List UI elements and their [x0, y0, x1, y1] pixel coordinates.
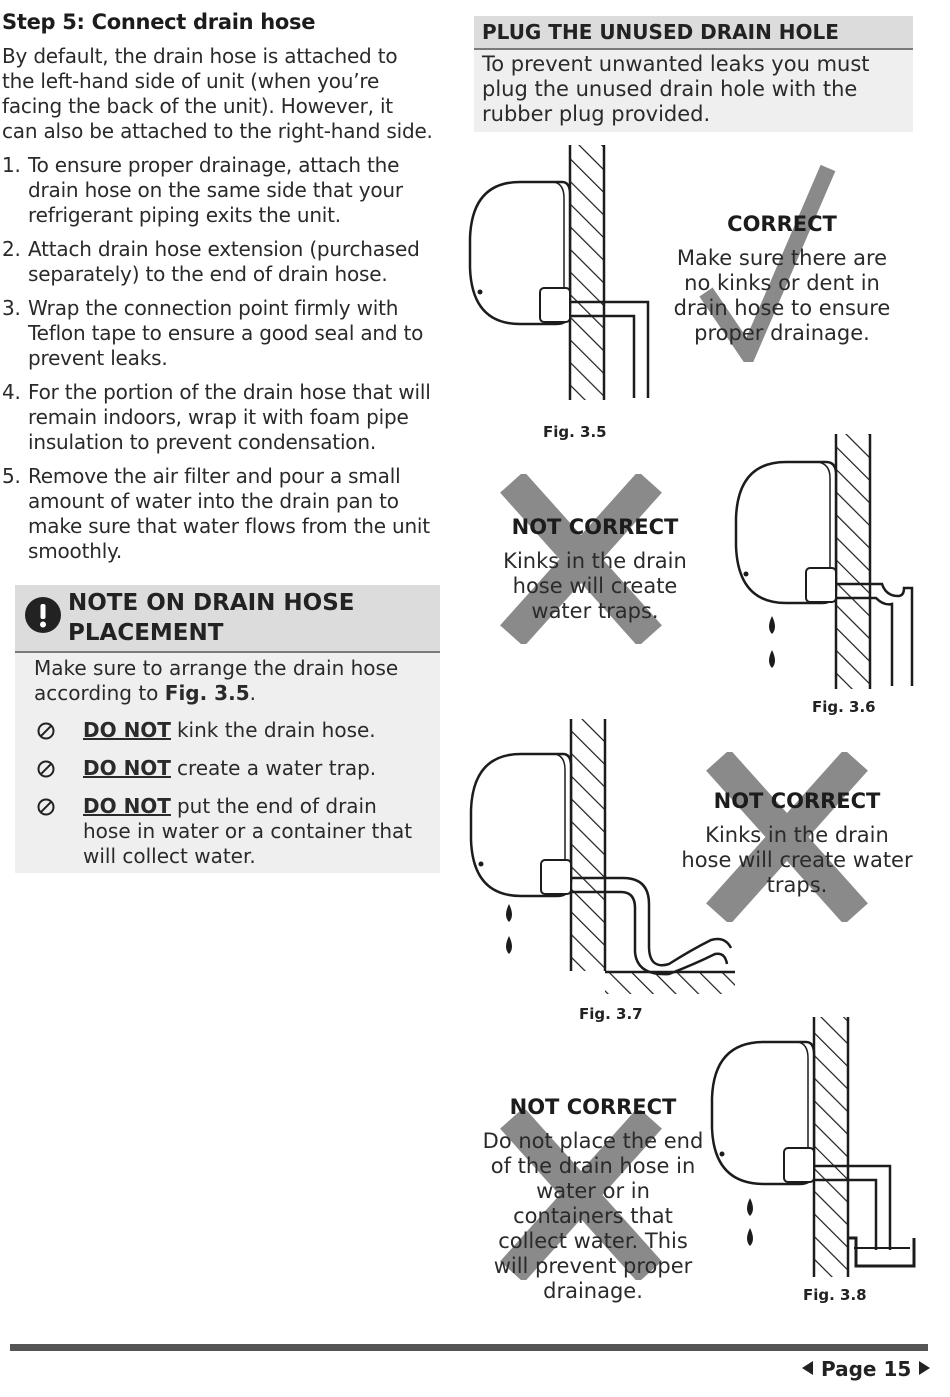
list-item	[2, 153, 442, 228]
do-not-label: DO NOT	[83, 756, 171, 780]
step-number: 4.	[2, 380, 21, 404]
do-not-label: DO NOT	[83, 794, 171, 818]
floor	[605, 972, 735, 994]
footer-divider	[10, 1344, 928, 1351]
verdict-text: Kinks in the drain hose will create water traps.	[503, 549, 687, 623]
fig-label: Fig. 3.5	[543, 423, 607, 441]
water-drop-icon	[769, 650, 775, 668]
fig-3-6-caption	[480, 515, 710, 624]
verdict-not-correct: NOT CORRECT	[511, 515, 679, 539]
verdict-not-correct: NOT CORRECT	[713, 789, 881, 813]
verdict-text: Do not place the end of the drain hose in water or in containers that collect water. This will prevent proper drainage.	[482, 1129, 704, 1303]
note-header	[15, 585, 440, 653]
list-item	[2, 237, 442, 287]
do-not-label: DO NOT	[83, 718, 171, 742]
wall	[570, 145, 604, 400]
plug-box	[474, 16, 913, 132]
note-body-end: .	[249, 681, 256, 705]
previous-page-icon[interactable]	[802, 1361, 813, 1375]
dont-text	[83, 718, 428, 743]
dont-text	[83, 794, 428, 869]
fig-3-5-caption	[664, 212, 900, 346]
step-number: 2.	[2, 237, 21, 261]
water-container	[848, 1238, 914, 1266]
dont-description: create a water trap.	[176, 756, 377, 780]
indoor-unit	[712, 1042, 814, 1184]
plug-title: PLUG THE UNUSED DRAIN HOLE	[482, 20, 839, 44]
step-text: Wrap the connection point firmly with Teflon tape to ensure a good seal and to prevent leaks.	[28, 296, 424, 370]
list-item	[2, 464, 442, 564]
water-drop-icon	[506, 936, 512, 954]
step-text: Attach drain hose extension (purchased separately) to the end of drain hose.	[28, 237, 420, 286]
plug-body: To prevent unwanted leaks you must plug the unused drain hole with the rubber plug provided.	[482, 52, 870, 126]
indoor-unit	[736, 462, 836, 603]
exclamation-icon	[25, 597, 61, 633]
dont-text	[83, 756, 428, 781]
fig-label: Fig. 3.7	[579, 1005, 643, 1023]
verdict-text: Kinks in the drain hose will create water traps.	[681, 823, 913, 897]
water-drop-icon	[747, 1198, 753, 1216]
prohibited-icon	[37, 760, 55, 778]
verdict-not-correct: NOT CORRECT	[509, 1095, 677, 1119]
step-text: For the portion of the drain hose that will remain indoors, wrap it with foam pipe insulation to prevent condensation.	[28, 380, 431, 454]
step-number: 1.	[2, 153, 21, 177]
steps-list	[2, 153, 442, 573]
plug-header	[474, 16, 913, 50]
list-item	[2, 296, 442, 371]
fig-3-8-illustration	[702, 1012, 924, 1282]
page-indicator	[802, 1357, 930, 1381]
fig-3-6-illustration	[726, 428, 926, 694]
note-title: NOTE ON DRAIN HOSE PLACEMENT	[68, 590, 355, 646]
step-text: Remove the air filter and pour a small amount of water into the drain pan to make sure that water flows from the unit smoothly.	[28, 464, 430, 563]
wall	[571, 719, 605, 971]
next-page-icon[interactable]	[919, 1361, 930, 1375]
fig-label: Fig. 3.8	[803, 1286, 867, 1304]
fig-3-5-illustration	[460, 140, 660, 410]
dont-description: put the end of drain hose in water or a container that will collect water.	[83, 794, 413, 868]
verdict-text: Make sure there are no kinks or dent in drain hose to ensure proper drainage.	[673, 246, 891, 345]
indoor-unit	[471, 754, 571, 896]
note-figure-reference: Fig. 3.5	[164, 681, 250, 705]
fig-3-8-caption	[482, 1095, 704, 1304]
indoor-unit	[470, 182, 570, 324]
step-number: 5.	[2, 464, 21, 488]
note-box	[15, 585, 440, 873]
prohibited-icon	[37, 722, 55, 740]
step-title: Step 5: Connect drain hose	[2, 10, 316, 34]
list-item	[2, 380, 442, 455]
step-text: To ensure proper drainage, attach the drain hose on the same side that your refrigerant piping exits the unit.	[28, 153, 403, 227]
water-drop-icon	[769, 616, 775, 634]
water-drop-icon	[747, 1228, 753, 1246]
note-body	[34, 656, 424, 706]
wall	[836, 434, 870, 689]
verdict-correct: CORRECT	[727, 212, 837, 236]
fig-3-7-caption	[680, 789, 914, 898]
page-number: Page 15	[821, 1357, 912, 1381]
note-body-text: Make sure to arrange the drain hose according to	[34, 656, 399, 705]
dont-description: kink the drain hose.	[176, 718, 376, 742]
water-drop-icon	[506, 904, 512, 922]
step-number: 3.	[2, 296, 21, 320]
wall	[814, 1017, 848, 1277]
step-intro: By default, the drain hose is attached to the left-hand side of unit (when you’re facing the back of the unit). However, it can also be attached to the right-hand side.	[2, 44, 433, 143]
fig-label: Fig. 3.6	[812, 698, 876, 716]
prohibited-icon	[37, 798, 55, 816]
